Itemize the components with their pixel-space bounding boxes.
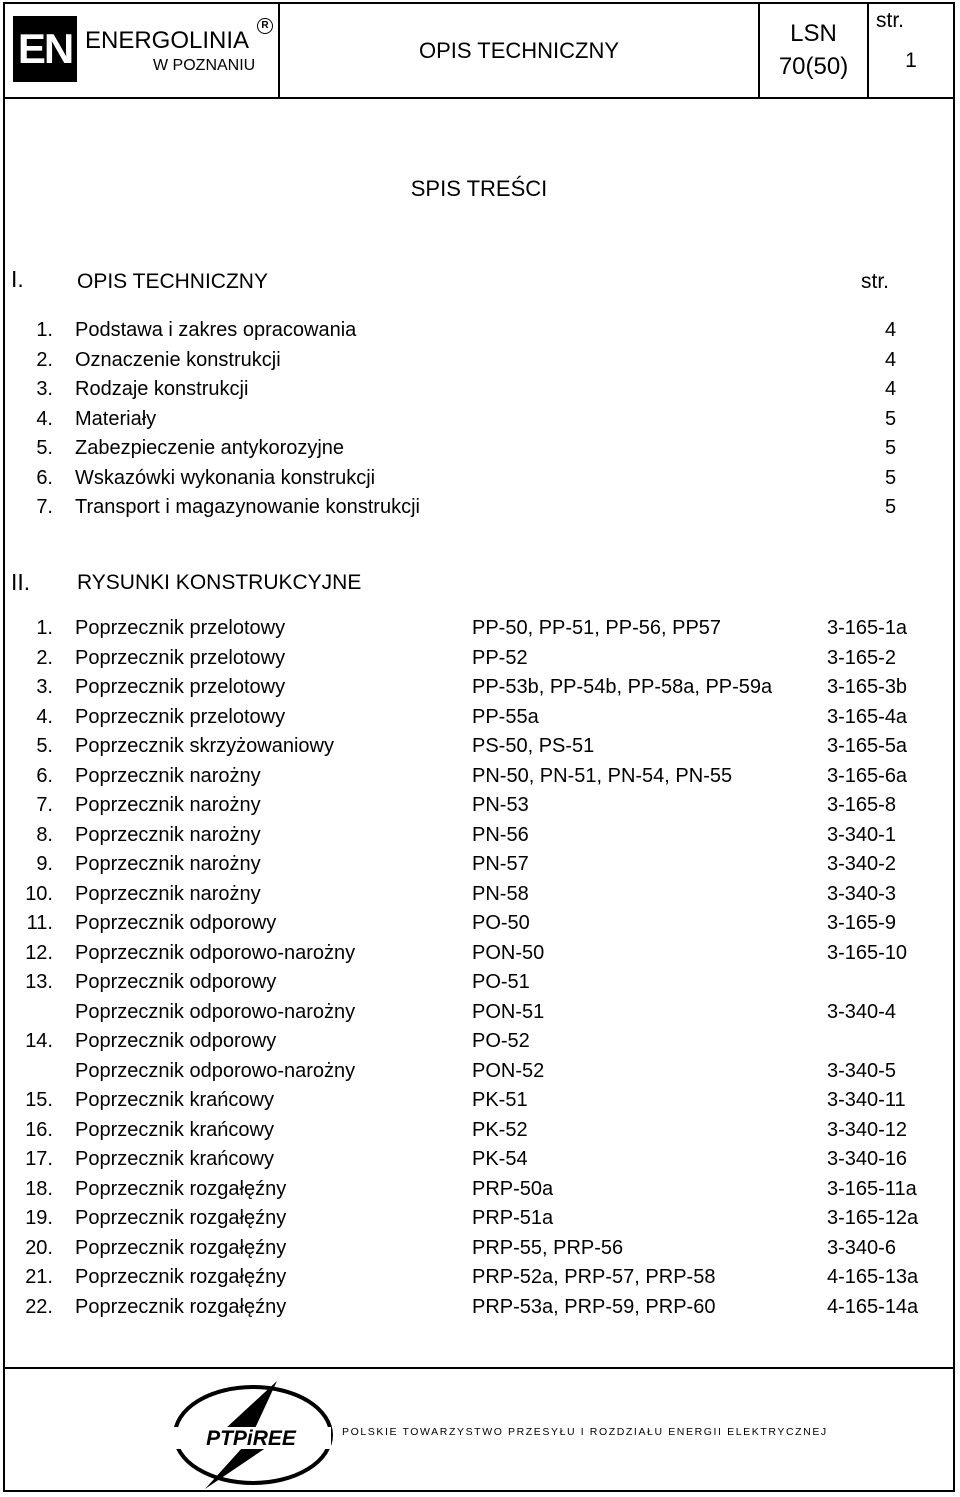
association-name: POLSKIE TOWARZYSTWO PRZESYŁU I ROZDZIAŁU ENERGII ELEKTRYCZNEJ [342, 1426, 828, 1438]
document-code-line2: 70(50) [778, 53, 849, 80]
drawing-item-number-code: 3-165-11a [827, 1177, 917, 1200]
drawing-item-title: Poprzecznik przelotowy [75, 617, 286, 639]
drawing-item-number-code: 3-165-12a [827, 1207, 919, 1229]
drawing-item-types: PO-51 [472, 971, 530, 993]
toc-title: SPIS TREŚCI [410, 176, 548, 201]
document-title: OPIS TECHNICZNY [418, 37, 620, 63]
toc-item-title: Oznaczenie konstrukcji [75, 348, 281, 371]
drawing-list-item [5, 1178, 953, 1207]
drawing-item-title: Poprzecznik narożny [75, 823, 261, 846]
drawing-item-types: PK-52 [472, 1118, 528, 1141]
drawing-list-item [5, 1148, 953, 1177]
drawing-item-title: Poprzecznik rozgałęźny [75, 1295, 287, 1318]
drawing-item-number: 13. [25, 971, 53, 993]
drawing-item-number-code: 3-340-4 [827, 1000, 896, 1023]
toc-item-number: 1. [36, 319, 53, 341]
drawing-item-number: 19. [25, 1207, 53, 1229]
toc-item [5, 378, 953, 407]
drawing-item-number: 1. [36, 617, 53, 639]
drawing-item-number: 18. [25, 1177, 53, 1200]
section-1-title: OPIS TECHNICZNY [77, 270, 268, 293]
drawing-item-number-code: 3-340-2 [827, 853, 896, 875]
drawing-item-types: PP-50, PP-51, PP-56, PP57 [472, 617, 722, 639]
drawing-item-number: 6. [36, 764, 53, 787]
drawing-item-number: 4. [36, 705, 53, 728]
drawing-item-number: 20. [25, 1236, 53, 1259]
drawing-list-item [5, 1296, 953, 1325]
drawing-item-title: Poprzecznik przelotowy [75, 646, 286, 669]
drawing-item-types: PRP-53a, PRP-59, PRP-60 [472, 1295, 716, 1318]
drawing-list-item [5, 1266, 953, 1295]
drawing-item-number: 11. [26, 912, 53, 934]
drawing-item-title: Poprzecznik narożny [75, 764, 261, 787]
drawing-item-number: 3. [36, 676, 53, 698]
drawing-item-number: 14. [25, 1030, 53, 1052]
toc-item-number: 7. [36, 496, 53, 518]
drawing-item-number: 16. [25, 1118, 53, 1141]
drawing-item-types: PN-50, PN-51, PN-54, PN-55 [472, 764, 733, 787]
document-code-cell [760, 4, 869, 97]
page-label: str. [876, 9, 905, 32]
drawing-item-number: 2. [36, 646, 53, 669]
drawing-item-number-code: 3-340-16 [827, 1148, 908, 1170]
drawing-item-title: Poprzecznik odporowy [75, 971, 277, 993]
drawing-item-title: Poprzecznik narożny [75, 853, 261, 875]
toc-item-page: 5 [885, 496, 897, 518]
toc-item-title: Transport i magazynowanie konstrukcji [75, 496, 420, 518]
drawing-list-item [5, 647, 953, 676]
drawing-item-types: PP-52 [472, 646, 528, 669]
drawing-item-number-code: 3-165-10 [827, 941, 908, 964]
drawing-item-types: PP-53b, PP-54b, PP-58a, PP-59a [472, 676, 773, 698]
drawing-item-number: 17. [25, 1148, 53, 1170]
drawing-list-item [5, 1030, 953, 1059]
drawing-item-title: Poprzecznik przelotowy [75, 705, 286, 728]
drawing-list-item [5, 853, 953, 882]
drawing-item-number-code: 3-340-11 [827, 1089, 906, 1111]
drawing-item-number: 15. [25, 1089, 53, 1111]
toc-item-title: Zabezpieczenie antykorozyjne [75, 437, 345, 459]
toc-item-page: 4 [885, 319, 897, 341]
drawing-item-types: PP-55a [472, 705, 539, 728]
drawing-item-title: Poprzecznik narożny [75, 794, 261, 816]
drawing-item-types: PN-57 [472, 853, 529, 875]
toc-item [5, 467, 953, 496]
document-code-line1: LSN [790, 20, 837, 47]
drawing-item-types: PON-52 [472, 1059, 545, 1082]
company-city: W POZNANIU [153, 57, 256, 74]
drawing-item-number-code: 3-165-6a [827, 764, 908, 787]
ptpiree-logo-text: PTPiREE [206, 1427, 296, 1450]
drawing-item-title: Poprzecznik odporowo-narożny [75, 1000, 356, 1023]
drawing-item-types: PK-51 [472, 1089, 528, 1111]
drawing-item-number: 10. [25, 882, 53, 905]
drawing-item-number: 9. [36, 853, 53, 875]
drawing-item-number-code: 3-340-12 [827, 1118, 908, 1141]
drawing-item-title: Poprzecznik krańcowy [75, 1089, 274, 1111]
drawing-item-number: 7. [36, 794, 53, 816]
toc-item [5, 408, 953, 437]
drawing-item-title: Poprzecznik odporowy [75, 912, 277, 934]
drawing-item-number-code: 3-165-5a [827, 735, 908, 757]
drawing-item-number-code: 3-165-2 [827, 646, 896, 669]
toc-item-number: 5. [36, 437, 53, 459]
toc-item-number: 6. [36, 466, 53, 489]
footer-divider [5, 1367, 953, 1369]
toc-item-number: 4. [36, 407, 53, 430]
drawing-list-item [5, 765, 953, 794]
drawing-item-types: PRP-51a [472, 1207, 554, 1229]
section-2-number: II. [11, 569, 31, 595]
toc-item-page: 5 [885, 437, 897, 459]
drawing-list-item [5, 617, 953, 646]
drawing-item-title: Poprzecznik przelotowy [75, 676, 286, 698]
page-column-label: str. [861, 270, 890, 293]
drawing-item-title: Poprzecznik krańcowy [75, 1118, 274, 1141]
drawing-item-types: PRP-52a, PRP-57, PRP-58 [472, 1266, 716, 1288]
drawing-list-item [5, 1207, 953, 1236]
toc-item-title: Materiały [75, 407, 157, 430]
drawing-item-title: Poprzecznik rozgałęźny [75, 1207, 287, 1229]
section-1-number: I. [11, 266, 24, 292]
drawing-item-number-code: 3-340-6 [827, 1236, 896, 1259]
company-name: ENERGOLINIA [85, 27, 250, 54]
drawing-item-title: Poprzecznik narożny [75, 882, 261, 905]
drawing-item-types: PN-56 [472, 823, 529, 846]
toc-item-title: Rodzaje konstrukcji [75, 378, 249, 400]
drawing-item-number: 22. [25, 1295, 53, 1318]
drawing-item-number-code: 3-165-4a [827, 705, 908, 728]
drawing-item-number: 21. [25, 1266, 53, 1288]
drawing-list-item [5, 794, 953, 823]
section-2-title: RYSUNKI KONSTRUKCYJNE [77, 571, 362, 594]
drawing-item-types: PS-50, PS-51 [472, 735, 595, 757]
drawing-list-item [5, 1060, 953, 1089]
toc-item-page: 5 [885, 466, 897, 489]
drawing-item-number-code: 3-165-3b [827, 676, 908, 698]
drawing-item-types: PRP-50a [472, 1177, 554, 1200]
drawing-item-number: 12. [25, 941, 53, 964]
drawing-list-item [5, 1089, 953, 1118]
drawing-item-number-code: 3-165-1a [827, 617, 908, 639]
drawing-item-types: PO-50 [472, 912, 530, 934]
toc-item [5, 496, 953, 525]
drawing-item-number-code: 3-340-5 [827, 1059, 896, 1082]
drawing-item-types: PRP-55, PRP-56 [472, 1236, 624, 1259]
ptpiree-logo [165, 1379, 340, 1491]
document-title-cell [280, 4, 760, 97]
toc-item-page: 4 [885, 348, 897, 371]
drawing-list-item [5, 1001, 953, 1030]
page-number-cell [869, 4, 953, 97]
document-header [5, 4, 953, 99]
toc-item [5, 319, 953, 348]
drawing-item-number-code: 3-340-3 [827, 882, 896, 905]
toc-item-number: 3. [36, 378, 53, 400]
drawing-item-title: Poprzecznik skrzyżowaniowy [75, 735, 334, 757]
drawing-item-types: PK-54 [472, 1148, 528, 1170]
drawing-item-types: PN-53 [472, 794, 529, 816]
drawing-list-item [5, 883, 953, 912]
drawing-item-number-code: 3-165-8 [827, 794, 896, 816]
drawing-list-item [5, 912, 953, 941]
drawing-item-title: Poprzecznik odporowy [75, 1030, 277, 1052]
drawing-list-item [5, 735, 953, 764]
drawing-item-types: PON-51 [472, 1000, 545, 1023]
drawing-item-title: Poprzecznik rozgałęźny [75, 1266, 287, 1288]
drawing-list-item [5, 706, 953, 735]
drawing-item-number-code: 4-165-14a [827, 1295, 919, 1318]
drawing-item-number-code: 3-340-1 [827, 823, 896, 846]
drawing-list-item [5, 676, 953, 705]
toc-item [5, 437, 953, 466]
toc-item-number: 2. [36, 348, 53, 371]
registered-mark: R [257, 18, 273, 34]
page-frame [3, 2, 955, 1492]
en-logo: EN [13, 16, 77, 82]
toc-item-page: 5 [885, 407, 897, 430]
drawing-item-number-code: 3-165-9 [827, 912, 896, 934]
drawing-item-types: PO-52 [472, 1030, 530, 1052]
toc-item-title: Podstawa i zakres opracowania [75, 319, 357, 341]
toc-item-title: Wskazówki wykonania konstrukcji [75, 466, 376, 489]
toc-item-page: 4 [885, 378, 897, 400]
drawing-list-item [5, 1237, 953, 1266]
drawing-item-title: Poprzecznik krańcowy [75, 1148, 274, 1170]
drawing-list-item [5, 942, 953, 971]
drawing-item-types: PON-50 [472, 941, 545, 964]
drawing-list-item [5, 824, 953, 853]
toc-item [5, 349, 953, 378]
drawing-item-number-code: 4-165-13a [827, 1266, 919, 1288]
drawing-item-title: Poprzecznik odporowo-narożny [75, 1059, 356, 1082]
drawing-item-types: PN-58 [472, 882, 529, 905]
drawing-item-title: Poprzecznik odporowo-narożny [75, 941, 356, 964]
drawing-item-title: Poprzecznik rozgałęźny [75, 1236, 287, 1259]
drawing-item-number: 8. [36, 823, 53, 846]
drawing-item-title: Poprzecznik rozgałęźny [75, 1177, 287, 1200]
page-number: 1 [905, 49, 917, 72]
company-logo-cell [5, 4, 280, 97]
drawing-list-item [5, 971, 953, 1000]
drawing-item-number: 5. [36, 735, 53, 757]
drawing-list-item [5, 1119, 953, 1148]
